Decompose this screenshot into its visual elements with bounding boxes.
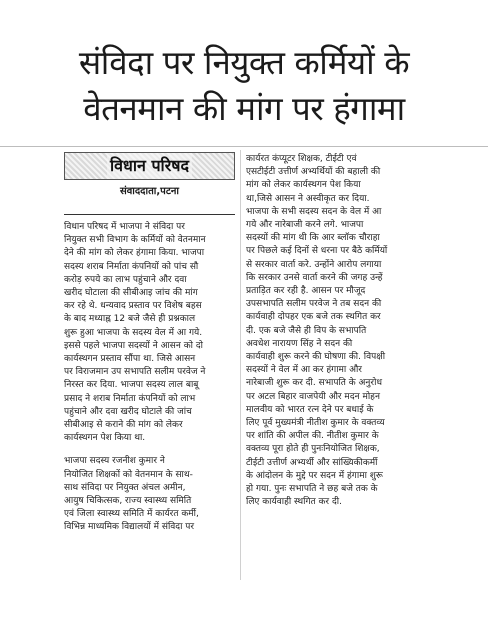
article-paragraph-1: विधान परिषद में भाजपा ने संविदा पर नियुक्त सभी विभाग के कर्मियों को वेतनमान देने की मांग को लेकर हंगामा किया. भाजपा सदस्य शराब निर्माता कंपनियों को पांच सौ करोड़ रुपये का लाभ पहुंचाने और दवा खरीद घोटाला की सीबीआइ जांच की मांग कर रहे थे. धन्यवाद प्रस्ताव पर विशेष बहस के बाद मध्याह्न 12 बजे जैसे ही प्रश्नकाल शुरू हुआ भाजपा के सदस्य वेल में आ गये. इससे पहले भाजपा सदस्यों ने आसन को दो कार्यस्थगन प्रस्ताव सौंपा था. जिसे आसन पर विराजमान उप सभापति सलीम परवेज ने निरस्त कर दिया. भाजपा सदस्य लाल बाबू प्रसाद ने शराब निर्माता कंपनियों को लाभ पहुंचाने और दवा खरीद घोटाले की जांच सीबीआइ से कराने की मांग को लेकर कार्यस्थगन पेश किया था. <box>64 222 206 444</box>
byline-divider <box>64 214 235 215</box>
section-title: विधान परिषद <box>107 153 192 179</box>
article-paragraph-2: भाजपा सदस्य रजनीश कुमार ने नियोजित शिक्षकों को वेतनमान के साथ- साथ संविदा पर नियुक्त अंचल अमीन, आयुष चिकित्सक, राज्य स्वास्थ्य समिति एवं जिला स्वास्थ्य समिति में कार्यरत कर्मी, विभिन्न माध्यमिक विद्यालयों में संविदा पर <box>64 456 199 533</box>
article-paragraph-3: कार्यरत कंप्यूटर शिक्षक, टीईटी एवं एसटीईटी उत्तीर्ण अभ्यर्थियों की बहाली की मांग को लेकर कार्यस्थगन पेश किया था,जिसे आसन ने अस्वीकृत कर दिया. भाजपा के सभी सदस्य सदन के वेल में आ गये और नारेबाजी करने लगे. भाजपा सदस्यों की मांग थी कि आर ब्लॉक चौराहा पर पिछले कई दिनों से धरना पर बैठे कर्मियों से सरकार वार्ता करे. उन्होंने आरोप लगाया कि सरकार उनसे वार्ता करने की जगह उन्हें प्रताड़ित कर रही है. आसन पर मौजूद उपसभापति सलीम परवेज ने तब सदन की कार्यवाही दोपहर एक बजे तक स्थगित कर दी. एक बजे जैसे ही विप के सभापति अवधेश नारायण सिंह ने सदन की कार्यवाही शुरू करने की घोषणा की. विपक्षी सदस्यों ने वेल में आ कर हंगामा और नारेबाजी शुरू कर दी. सभापति के अनुरोध पर अटल बिहार वाजपेयी और मदन मोहन मालवीय को भारत रत्न देने पर बधाई के लिए पूर्व मुख्यमंत्री नीतीश कुमार के वक्तव्य पर शांति की अपील की. नीतीश कुमार के वक्तव्य पूरा होते ही पुनःनियोजित शिक्षक, टीईटी उत्तीर्ण अभ्यर्थी और सांख्यिकीकर्मी के आंदोलन के मुद्दे पर सदन में हंगामा शुरू हो गया. पुनः सभापति ने छह बजे तक के लिए कार्यवाही स्थगित कर दी. <box>246 154 388 508</box>
column-divider <box>240 150 241 580</box>
left-column <box>64 150 235 535</box>
headline-divider <box>0 146 488 147</box>
headline <box>0 40 488 132</box>
byline: संवाददाता,पटना <box>119 186 180 197</box>
headline-line-2: वेतनमान की मांग पर हंगामा <box>83 89 405 128</box>
right-column <box>246 150 418 509</box>
headline-line-1: संविदा पर नियुक्त कर्मियों के <box>78 43 410 82</box>
section-header-box <box>64 152 235 180</box>
